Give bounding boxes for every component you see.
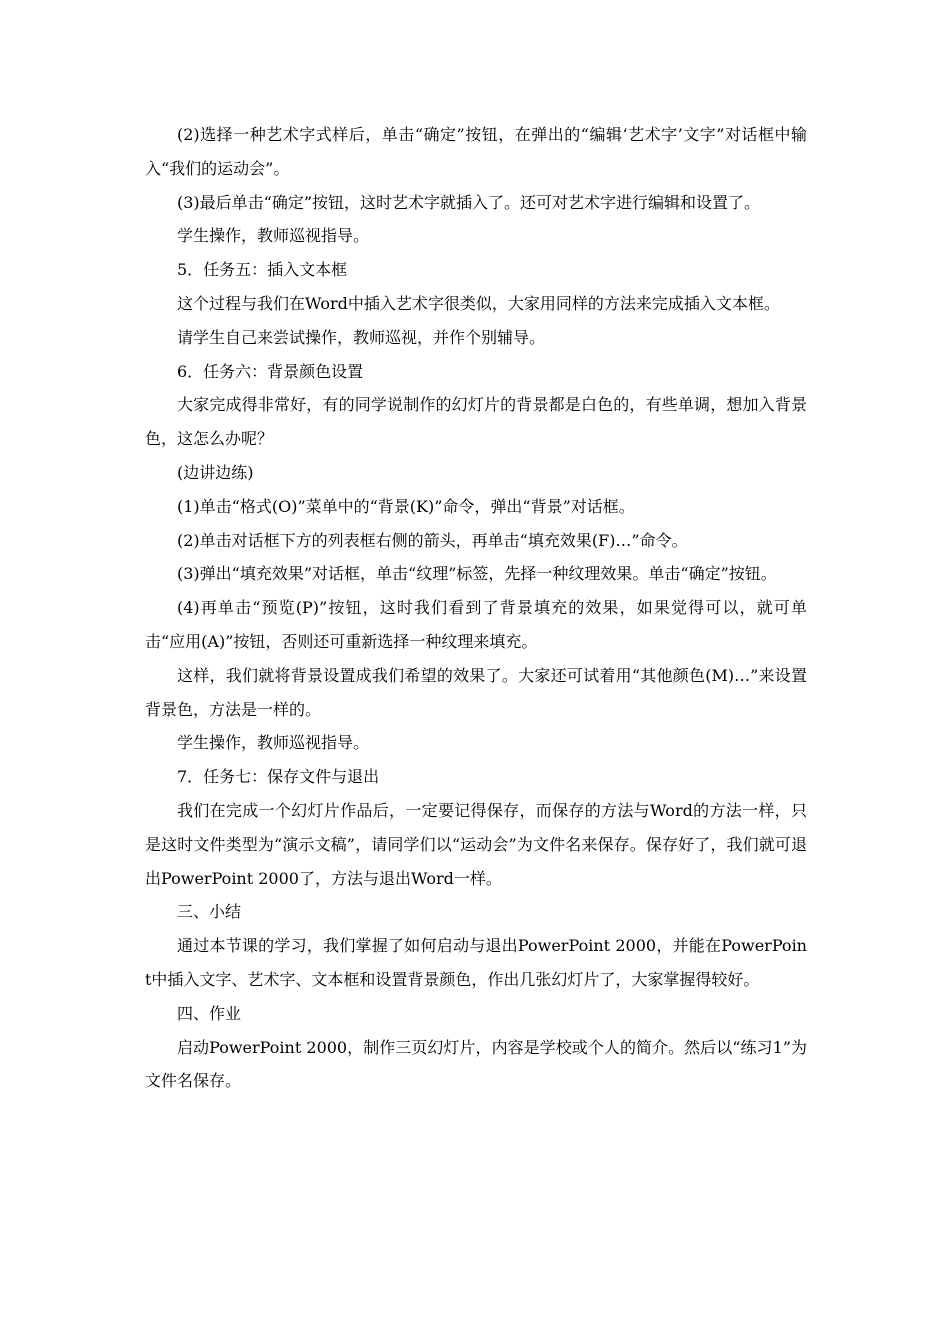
paragraph-student-practice: 学生操作，教师巡视指导。 xyxy=(177,226,370,246)
paragraph-task-6-intro: 大家完成得非常好，有的同学说制作的幻灯片的背景都是白色的，有些单调，想加入背景色，这怎么办呢？ xyxy=(145,395,807,449)
heading-summary: 三、小结 xyxy=(177,902,242,922)
document-body xyxy=(145,118,807,1098)
heading-task-7: 7．任务七：保存文件与退出 xyxy=(177,767,380,787)
paragraph-task-7-body: 我们在完成一个幻灯片作品后，一定要记得保存，而保存的方法与Word的方法一样，只是这时文件类型为“演示文稿”，请同学们以“运动会”为文件名来保存。保存好了，我们就可退出PowerPoint 2000了，方法与退出Word一样。 xyxy=(145,800,807,888)
paragraph-student-practice-2: 学生操作，教师巡视指导。 xyxy=(177,733,370,753)
paragraph-summary-body: 通过本节课的学习，我们掌握了如何启动与退出PowerPoint 2000，并能在PowerPoint中插入文字、艺术字、文本框和设置背景颜色，作出几张幻灯片了，大家掌握得较好。 xyxy=(145,936,807,989)
paragraph-task-5-intro: 这个过程与我们在Word中插入艺术字很类似，大家用同样的方法来完成插入文本框。 xyxy=(177,293,780,313)
paragraph-step-3: (3)最后单击“确定”按钮，这时艺术字就插入了。还可对艺术字进行编辑和设置了。 xyxy=(177,192,761,212)
heading-homework: 四、作业 xyxy=(177,1003,242,1023)
heading-task-5: 5．任务五：插入文本框 xyxy=(177,260,348,280)
heading-task-6: 6．任务六：背景颜色设置 xyxy=(177,361,364,381)
paragraph-explain-practice: (边讲边练) xyxy=(177,462,254,482)
paragraph-task-5-practice: 请学生自己来尝试操作，教师巡视，并作个别辅导。 xyxy=(177,327,546,347)
paragraph-step-2: (2)选择一种艺术字式样后，单击“确定”按钮，在弹出的“编辑‘艺术字’文字”对话框中输入“我们的运动会”。 xyxy=(145,125,807,178)
paragraph-task-6-step-3: (3)弹出“填充效果”对话框，单击“纹理”标签，先择一种纹理效果。单击“确定”按钮。 xyxy=(177,564,777,584)
paragraph-task-6-step-4: (4)再单击“预览(P)”按钮，这时我们看到了背景填充的效果，如果觉得可以，就可单击“应用(A)”按钮，否则还可重新选择一种纹理来填充。 xyxy=(145,598,807,651)
paragraph-task-6-step-2: (2)单击对话框下方的列表框右侧的箭头，再单击“填充效果(F)…”命令。 xyxy=(177,530,688,550)
paragraph-task-6-summary: 这样，我们就将背景设置成我们希望的效果了。大家还可试着用“其他颜色(M)…”来设置背景色，方法是一样的。 xyxy=(145,665,807,719)
paragraph-homework-body: 启动PowerPoint 2000，制作三页幻灯片，内容是学校或个人的简介。然后以“练习1”为文件名保存。 xyxy=(145,1037,807,1091)
paragraph-task-6-step-1: (1)单击“格式(O)”菜单中的“背景(K)”命令，弹出“背景”对话框。 xyxy=(177,496,635,516)
